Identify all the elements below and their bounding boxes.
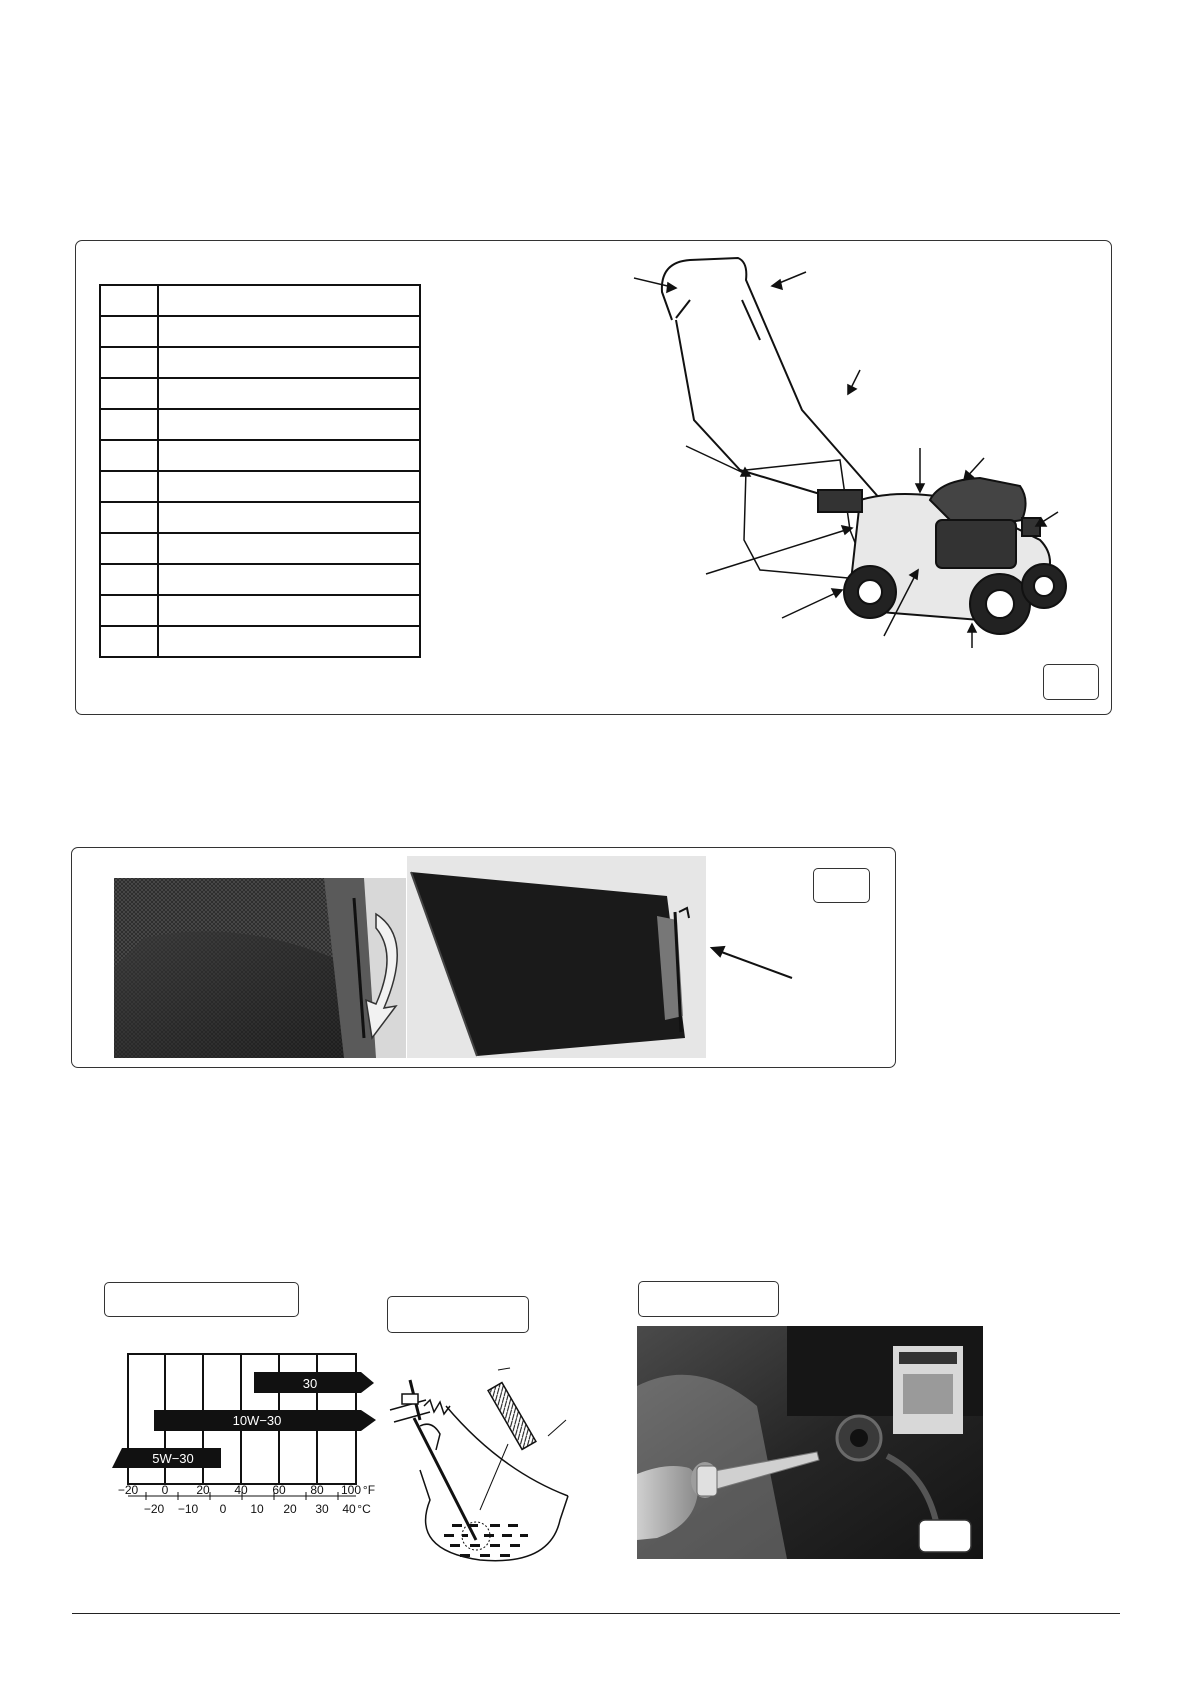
fahrenheit-unit: °F (362, 1483, 376, 1497)
fahrenheit-tick-label: 100 (340, 1483, 362, 1497)
fahrenheit-tick-label: 80 (310, 1483, 324, 1497)
celsius-tick-label: 10 (250, 1502, 264, 1516)
fahrenheit-tick-label: 60 (272, 1483, 286, 1497)
celsius-tick-label: 30 (315, 1502, 329, 1516)
figure-number-box (919, 1520, 971, 1552)
photo-caption-box (638, 1281, 779, 1317)
dipstick-photo (637, 1326, 983, 1559)
oil-band-label: 10W−30 (232, 1413, 282, 1428)
celsius-unit: °C (357, 1502, 371, 1516)
celsius-tick-label: −10 (177, 1502, 199, 1516)
oil-band-label: 30 (302, 1376, 318, 1391)
fahrenheit-tick-label: −20 (117, 1483, 139, 1497)
fahrenheit-tick-label: 20 (196, 1483, 210, 1497)
celsius-tick-label: 0 (219, 1502, 227, 1516)
oil-band-label: 5W−30 (152, 1451, 194, 1466)
dipstick-caption-box (387, 1296, 529, 1333)
celsius-tick-label: 20 (283, 1502, 297, 1516)
celsius-tick-label: −20 (143, 1502, 165, 1516)
celsius-tick-label: 40 (342, 1502, 356, 1516)
footer-rule (72, 1613, 1120, 1614)
fahrenheit-tick-label: 40 (234, 1483, 248, 1497)
fahrenheit-tick-label: 0 (161, 1483, 169, 1497)
dipstick-diagram (380, 1360, 600, 1570)
